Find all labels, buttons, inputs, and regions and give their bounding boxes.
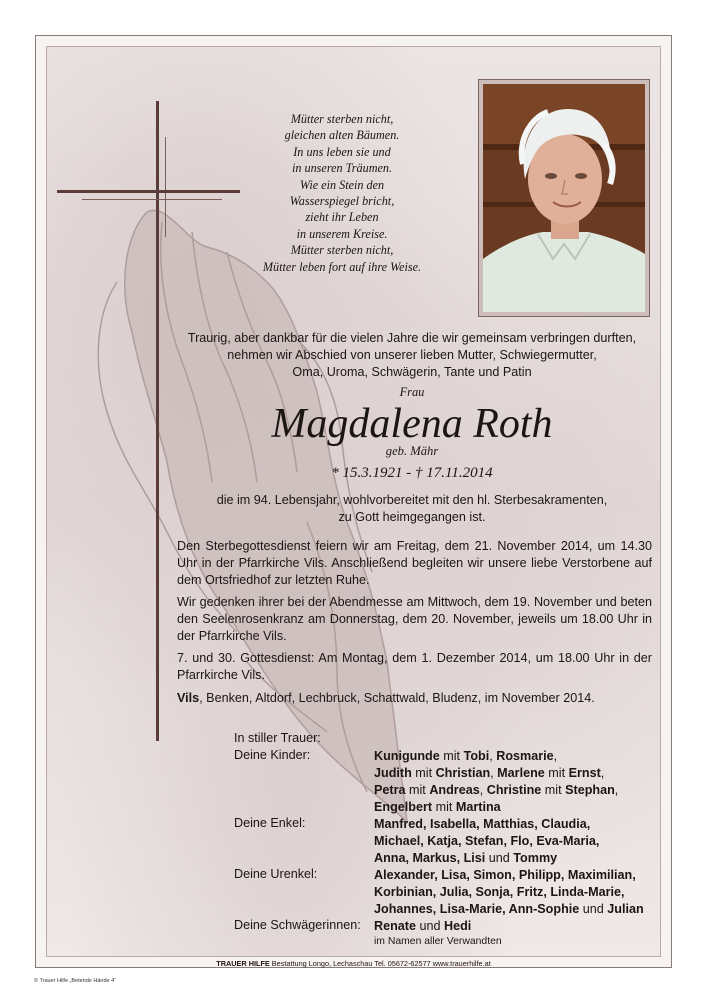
relative-name-segment: Alexander, Lisa, Simon, Philipp, Maximilian,	[374, 868, 636, 882]
deceased-name: Magdalena Roth	[271, 401, 553, 447]
cross-horizontal-accent	[82, 199, 222, 200]
relative-name-segment: Andreas	[429, 783, 480, 797]
relative-name-segment: mit	[411, 766, 436, 780]
places-rest: , Benken, Altdorf, Lechbruck, Schattwald, Bludenz, im November 2014.	[199, 691, 595, 705]
children-label: Deine Kinder:	[234, 748, 311, 762]
relative-name-segment: Judith	[374, 766, 412, 780]
places-bold: Vils	[177, 691, 200, 705]
relative-name-segment: Johannes, Lisa-Marie, Ann-Sophie	[374, 902, 580, 916]
footer-brand: TRAUER HILFE	[216, 959, 270, 968]
relative-name-segment: Rosmarie	[496, 749, 554, 763]
relative-name-segment: Manfred, Isabella, Matthias, Claudia,	[374, 817, 591, 831]
relative-name-segment: Petra	[374, 783, 406, 797]
relative-name-line	[374, 901, 644, 918]
sisters-in-law-label: Deine Schwägerinnen:	[234, 918, 361, 932]
poem-line: in unseren Träumen.	[291, 161, 393, 176]
intro-text	[172, 330, 652, 381]
grandchildren-label: Deine Enkel:	[234, 816, 306, 830]
relative-name-segment: Korbinian, Julia, Sonja, Fritz, Linda-Marie,	[374, 885, 625, 899]
relative-name-segment: ,	[489, 749, 497, 763]
relative-name-segment: Michael, Katja, Stefan, Flo, Eva-Maria,	[374, 834, 600, 848]
title-prefix: Frau	[399, 385, 425, 399]
relative-name-line	[374, 867, 644, 884]
relative-name-segment: Engelbert	[374, 800, 433, 814]
poem-line: zieht ihr Leben	[305, 210, 379, 225]
intro-line: nehmen wir Abschied von unserer lieben Mutter, Schwiegermutter,	[227, 348, 597, 362]
poem-line: Mütter leben fort auf ihre Weise.	[262, 259, 422, 274]
relative-name-line	[374, 816, 644, 833]
footer-details: Bestattung Longo, Lechaschau Tel. 05672-62577 www.trauerhilfe.at	[269, 959, 491, 968]
relative-name-segment: ,	[600, 766, 605, 780]
passing-line: die im 94. Lebensjahr, wohlvorbereitet mit den hl. Sterbesakramenten,	[216, 493, 608, 507]
memorial-paragraph: 7. und 30. Gottesdienst: Am Montag, dem 1. Dezember 2014, um 18.00 Uhr in der Pfarrkirche Vils.	[177, 651, 652, 682]
relative-name-segment: Kunigunde	[374, 749, 440, 763]
poem-line: Mütter sterben nicht,	[290, 112, 394, 126]
relative-name-line	[374, 748, 644, 765]
relative-name-segment: ,	[614, 783, 619, 797]
poem-line: gleichen alten Bäumen.	[284, 128, 400, 143]
relative-name-segment: und	[416, 919, 445, 933]
in-mourning-label: In stiller Trauer:	[234, 731, 321, 745]
relative-name-segment: mit	[439, 749, 464, 763]
relative-name-segment: Hedi	[444, 919, 472, 933]
poem-line: Wasserspiegel bricht,	[289, 194, 395, 209]
relative-name-segment: ,	[479, 783, 487, 797]
poem-line: Wie ein Stein den	[299, 177, 385, 192]
relative-name-segment: Anna, Markus, Lisi	[374, 851, 486, 865]
funeral-paragraph: Den Sterbegottesdienst feiern wir am Freitag, dem 21. November 2014, um 14.30 Uhr in der Pfarrkirche Vils. Anschließend begleiten wir unsere liebe Verstorbene auf dem Ortsfriedhof zur letzten Ruhe.	[177, 539, 652, 587]
relative-name-segment: Martina	[455, 800, 501, 814]
relative-name-segment: Julian	[607, 902, 644, 916]
other-relatives: im Namen aller Verwandten	[374, 936, 502, 947]
relative-name-line	[374, 850, 644, 867]
relative-name-segment: und	[579, 902, 608, 916]
footer	[47, 959, 660, 968]
passing-line: zu Gott heimgegangen ist.	[338, 510, 486, 524]
relative-name-segment: ,	[553, 749, 558, 763]
cross-vertical-bar	[156, 101, 159, 741]
poem-line: Mütter sterben nicht,	[290, 243, 394, 258]
relative-name-segment: Tobi	[463, 749, 490, 763]
cross-horizontal-bar	[57, 190, 240, 193]
relative-name-line	[374, 799, 644, 816]
relative-name-line	[374, 782, 644, 799]
life-dates: * 15.3.1921 - † 17.11.2014	[331, 465, 493, 481]
intro-line: Oma, Uroma, Schwägerin, Tante und Patin	[292, 365, 532, 379]
prayer-paragraph: Wir gedenken ihrer bei der Abendmesse am Mittwoch, dem 19. November und beten den Seelenrosenkranz am Donnerstag, dem 20. November, jeweils um 18.00 Uhr in der Pfarrkirche Vils.	[177, 595, 652, 643]
copyright-note: © Trauer Hilfe „Betende Hände 4“	[34, 978, 117, 984]
relative-name-line	[374, 765, 644, 782]
places-line	[177, 690, 652, 707]
children-names	[374, 748, 644, 816]
relative-name-segment: Christine	[486, 783, 542, 797]
poem-line: In uns leben sie und	[293, 144, 391, 159]
obituary-card	[35, 35, 672, 968]
relative-name-segment: Marlene	[497, 766, 545, 780]
relative-name-segment: Stephan	[565, 783, 615, 797]
relative-name-segment: mit	[432, 800, 456, 814]
cross-vertical-accent	[165, 137, 166, 237]
relative-name-line	[374, 833, 644, 850]
poem	[247, 111, 437, 275]
portrait-image	[483, 84, 645, 312]
great-grandchildren-label: Deine Urenkel:	[234, 867, 318, 881]
grandchildren-names	[374, 816, 644, 867]
great-grandchildren-names	[374, 867, 644, 918]
relative-name-line	[374, 918, 644, 935]
relative-name-segment: mit	[541, 783, 566, 797]
poem-line: in unserem Kreise.	[296, 226, 388, 241]
relative-name-segment: und	[485, 851, 514, 865]
obituary-panel	[46, 46, 661, 968]
relative-name-segment: ,	[490, 766, 498, 780]
relative-name-line	[374, 884, 644, 901]
relative-name-segment: Renate	[374, 919, 416, 933]
relative-name-segment: Christian	[435, 766, 491, 780]
maiden-name: geb. Mähr	[385, 444, 439, 458]
relative-name-segment: mit	[544, 766, 569, 780]
intro-line: Traurig, aber dankbar für die vielen Jahre die wir gemeinsam verbringen durften,	[187, 331, 637, 345]
passing-text	[172, 492, 652, 526]
portrait-photo	[478, 79, 650, 317]
relative-name-segment: mit	[405, 783, 430, 797]
sisters-in-law-names	[374, 918, 644, 935]
relative-name-segment: Ernst	[568, 766, 601, 780]
relative-name-segment: Tommy	[513, 851, 558, 865]
